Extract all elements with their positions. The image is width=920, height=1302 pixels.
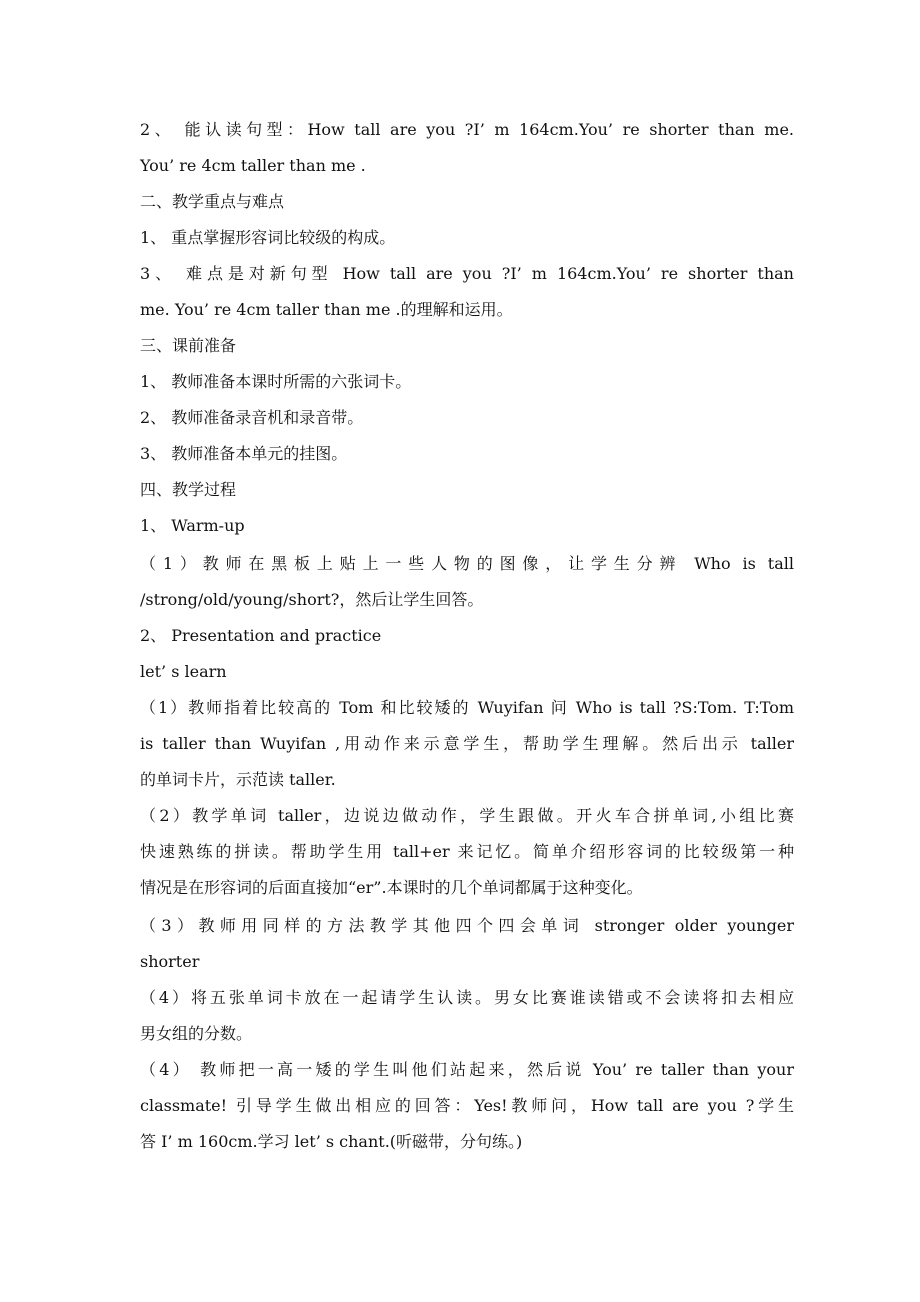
text-line: 男女组的分数。 — [140, 1024, 253, 1043]
text-line: 3、 教师准备本单元的挂图。 — [140, 444, 348, 463]
text-line: 二、教学重点与难点 — [140, 192, 285, 211]
text-line: （1）教师指着比较高的 Tom 和比较矮的 Wuyifan 问 Who is tall ?S:Tom. T:Tom — [140, 698, 794, 717]
text-line: （4）将五张单词卡放在一起请学生认读。男女比赛谁读错或不会读将扣去相应 — [140, 988, 794, 1007]
text-line: is taller than Wuyifan ,用动作来示意学生，帮助学生理解。然后出示 taller — [140, 734, 794, 753]
text-line: me. You’ re 4cm taller than me .的理解和运用。 — [140, 300, 513, 319]
text-line: 快速熟练的拼读。帮助学生用 tall+er 来记忆。简单介绍形容词的比较级第一种 — [140, 842, 794, 861]
text-line: 2、 Presentation and practice — [140, 626, 382, 645]
text-line: 的单词卡片，示范读 taller. — [140, 770, 336, 789]
text-line: （3）教师用同样的方法教学其他四个四会单词 stronger older younger — [140, 916, 794, 935]
text-line: 答 I’ m 160cm.学习 let’ s chant.(听磁带，分句练。) — [140, 1132, 523, 1151]
text-line: 三、课前准备 — [140, 336, 237, 355]
text-line: 2、 教师准备录音机和录音带。 — [140, 408, 364, 427]
text-line: （1）教师在黑板上贴上一些人物的图像，让学生分辨 Who is tall — [140, 554, 794, 573]
text-line: （2）教学单词 taller，边说边做动作，学生跟做。开火车合拼单词,小组比赛 — [140, 806, 794, 825]
text-line: 2、 能认读句型：How tall are you ?I’ m 164cm.You’ re shorter than me. — [140, 120, 794, 139]
text-line: 四、教学过程 — [140, 480, 237, 499]
text-line: /strong/old/young/short?，然后让学生回答。 — [140, 590, 484, 609]
text-line: 情况是在形容词的后面直接加“er”.本课时的几个单词都属于这种变化。 — [140, 878, 643, 897]
text-line: let’ s learn — [140, 662, 227, 681]
text-line: 3、 难点是对新句型 How tall are you ?I’ m 164cm.You’ re shorter than — [140, 264, 794, 283]
text-line: 1、 重点掌握形容词比较级的构成。 — [140, 228, 396, 247]
text-line: 1、 Warm-up — [140, 516, 245, 535]
text-line: 1、 教师准备本课时所需的六张词卡。 — [140, 372, 412, 391]
text-line: （4） 教师把一高一矮的学生叫他们站起来，然后说 You’ re taller than your — [140, 1060, 794, 1079]
text-line: classmate! 引导学生做出相应的回答：Yes!教师问，How tall are you ?学生 — [140, 1096, 794, 1115]
text-line: shorter — [140, 952, 200, 971]
text-line: You’ re 4cm taller than me . — [140, 156, 366, 175]
